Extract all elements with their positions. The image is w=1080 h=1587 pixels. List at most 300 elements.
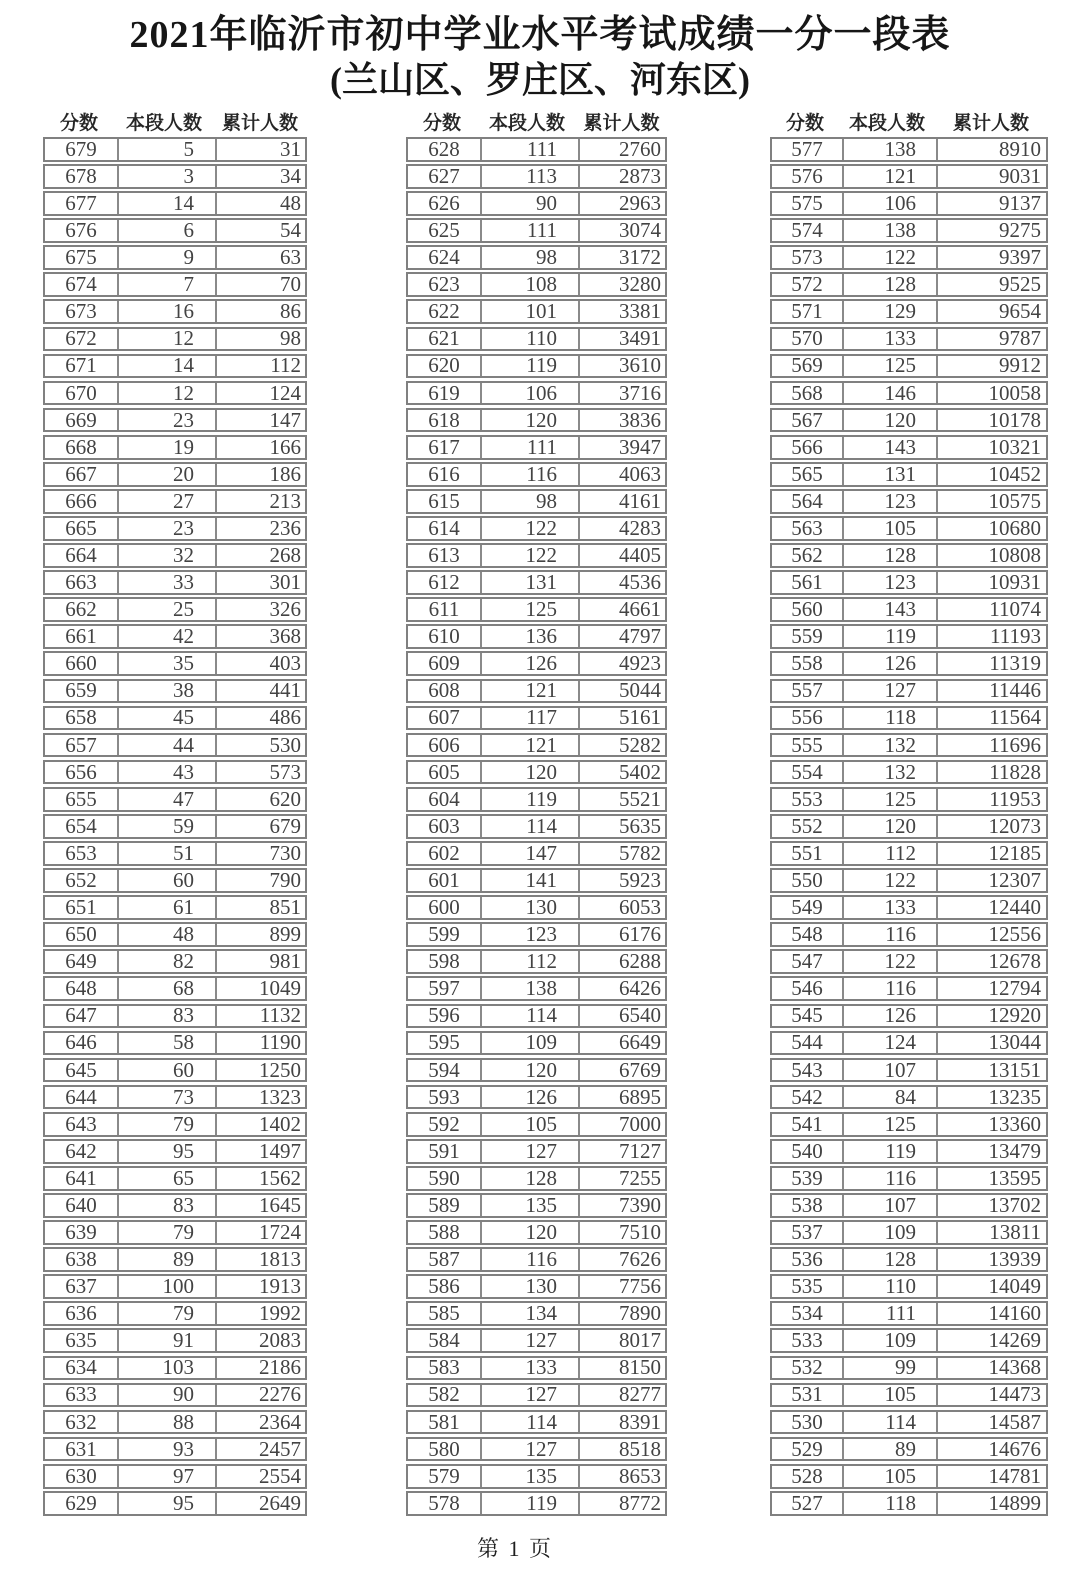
table-row bbox=[406, 1112, 667, 1137]
score-cell: 623 bbox=[428, 272, 460, 297]
table-row bbox=[406, 1085, 667, 1110]
score-cell: 661 bbox=[65, 624, 97, 649]
segment-count-cell: 125 bbox=[842, 1114, 936, 1135]
cumulative-count-cell: 13939 bbox=[936, 1249, 1046, 1270]
score-cell: 608 bbox=[428, 678, 460, 703]
segment-count-cell: 43 bbox=[117, 762, 215, 783]
table-row bbox=[770, 624, 1048, 649]
score-cell: 674 bbox=[65, 272, 97, 297]
score-cell: 586 bbox=[428, 1274, 460, 1299]
table-row bbox=[43, 1328, 307, 1353]
score-cell: 577 bbox=[791, 136, 823, 161]
segment-count-cell: 7 bbox=[117, 274, 215, 295]
segment-count-cell: 135 bbox=[480, 1195, 578, 1216]
segment-count-cell: 126 bbox=[842, 1006, 936, 1027]
score-cell: 633 bbox=[65, 1382, 97, 1407]
cumulative-count-cell: 12556 bbox=[936, 924, 1046, 945]
table-row bbox=[406, 1004, 667, 1029]
segment-count-cell: 126 bbox=[842, 653, 936, 674]
score-cell: 598 bbox=[428, 949, 460, 974]
table-row bbox=[43, 1410, 307, 1435]
score-cell: 670 bbox=[65, 380, 97, 405]
segment-count-cell: 110 bbox=[480, 329, 578, 350]
score-cell: 536 bbox=[791, 1247, 823, 1272]
score-cell: 568 bbox=[791, 380, 823, 405]
table-row bbox=[406, 543, 667, 568]
score-distribution-tables bbox=[0, 108, 1080, 1533]
table-row bbox=[43, 976, 307, 1001]
table-row bbox=[43, 651, 307, 676]
score-cell: 576 bbox=[791, 163, 823, 188]
segment-count-cell: 128 bbox=[842, 545, 936, 566]
segment-count-cell: 89 bbox=[117, 1249, 215, 1270]
segment-count-cell: 95 bbox=[117, 1493, 215, 1514]
table-row bbox=[770, 1139, 1048, 1164]
score-cell: 639 bbox=[65, 1219, 97, 1244]
segment-count-cell: 47 bbox=[117, 789, 215, 810]
cumulative-count-cell: 7756 bbox=[578, 1276, 665, 1297]
cumulative-count-cell: 2457 bbox=[215, 1439, 305, 1460]
table-row bbox=[406, 1166, 667, 1191]
cumulative-count-cell: 5161 bbox=[578, 708, 665, 729]
table-row bbox=[406, 408, 667, 433]
segment-count-cell: 111 bbox=[480, 139, 578, 160]
cumulative-count-cell: 14781 bbox=[936, 1466, 1046, 1487]
score-cell: 622 bbox=[428, 299, 460, 324]
cumulative-count-cell: 2186 bbox=[215, 1358, 305, 1379]
segment-count-cell: 113 bbox=[480, 166, 578, 187]
cumulative-count-cell: 12920 bbox=[936, 1006, 1046, 1027]
segment-count-cell: 123 bbox=[480, 924, 578, 945]
score-cell: 662 bbox=[65, 597, 97, 622]
table-row bbox=[43, 1464, 307, 1489]
segment-count-cell: 127 bbox=[480, 1439, 578, 1460]
cumulative-count-cell: 63 bbox=[215, 247, 305, 268]
score-cell: 587 bbox=[428, 1247, 460, 1272]
score-cell: 550 bbox=[791, 867, 823, 892]
score-cell: 551 bbox=[791, 840, 823, 865]
score-cell: 663 bbox=[65, 570, 97, 595]
cumulative-count-cell: 14049 bbox=[936, 1276, 1046, 1297]
score-cell: 567 bbox=[791, 407, 823, 432]
segment-count-cell: 146 bbox=[842, 383, 936, 404]
segment-count-cell: 114 bbox=[480, 1006, 578, 1027]
table-row bbox=[43, 408, 307, 433]
cumulative-count-cell: 679 bbox=[215, 816, 305, 837]
cumulative-count-cell: 213 bbox=[215, 491, 305, 512]
cumulative-count-cell: 14676 bbox=[936, 1439, 1046, 1460]
segment-count-cell: 122 bbox=[842, 247, 936, 268]
segment-count-cell: 108 bbox=[480, 274, 578, 295]
cumulative-count-cell: 573 bbox=[215, 762, 305, 783]
table-row bbox=[43, 1085, 307, 1110]
segment-count-cell: 121 bbox=[480, 735, 578, 756]
cumulative-count-cell: 8653 bbox=[578, 1466, 665, 1487]
score-cell: 676 bbox=[65, 218, 97, 243]
segment-count-cell: 117 bbox=[480, 708, 578, 729]
score-cell: 537 bbox=[791, 1219, 823, 1244]
score-cell: 556 bbox=[791, 705, 823, 730]
segment-count-cell: 105 bbox=[480, 1114, 578, 1135]
table-row bbox=[406, 922, 667, 947]
score-cell: 528 bbox=[791, 1463, 823, 1488]
table-row bbox=[43, 299, 307, 324]
cumulative-count-cell: 10680 bbox=[936, 518, 1046, 539]
table-row bbox=[43, 597, 307, 622]
table-row bbox=[770, 516, 1048, 541]
cumulative-count-cell: 1724 bbox=[215, 1222, 305, 1243]
table-row bbox=[770, 733, 1048, 758]
table-row bbox=[770, 1383, 1048, 1408]
score-cell: 637 bbox=[65, 1274, 97, 1299]
cumulative-count-cell: 3381 bbox=[578, 301, 665, 322]
segment-count-cell: 116 bbox=[842, 1168, 936, 1189]
cumulative-count-cell: 403 bbox=[215, 653, 305, 674]
cumulative-count-cell: 8772 bbox=[578, 1493, 665, 1514]
score-cell: 540 bbox=[791, 1138, 823, 1163]
segment-count-cell: 127 bbox=[842, 681, 936, 702]
score-cell: 679 bbox=[65, 136, 97, 161]
segment-count-cell: 114 bbox=[842, 1412, 936, 1433]
cumulative-count-cell: 7000 bbox=[578, 1114, 665, 1135]
cumulative-count-cell: 268 bbox=[215, 545, 305, 566]
table-row bbox=[770, 949, 1048, 974]
score-cell: 578 bbox=[428, 1490, 460, 1515]
segment-count-cell: 133 bbox=[842, 329, 936, 350]
segment-count-cell: 33 bbox=[117, 572, 215, 593]
score-cell: 660 bbox=[65, 651, 97, 676]
score-cell: 638 bbox=[65, 1247, 97, 1272]
table-row bbox=[406, 435, 667, 460]
segment-count-cell: 27 bbox=[117, 491, 215, 512]
score-cell: 597 bbox=[428, 976, 460, 1001]
segment-count-cell: 105 bbox=[842, 518, 936, 539]
table-row bbox=[770, 218, 1048, 243]
cumulative-count-cell: 8910 bbox=[936, 139, 1046, 160]
segment-count-cell: 42 bbox=[117, 626, 215, 647]
cumulative-count-cell: 2649 bbox=[215, 1493, 305, 1514]
segment-count-cell: 90 bbox=[117, 1385, 215, 1406]
cumulative-count-cell: 11319 bbox=[936, 653, 1046, 674]
score-cell: 584 bbox=[428, 1328, 460, 1353]
table-row bbox=[770, 1464, 1048, 1489]
table-row bbox=[43, 1004, 307, 1029]
score-cell: 626 bbox=[428, 191, 460, 215]
cumulative-count-cell: 3172 bbox=[578, 247, 665, 268]
cumulative-count-cell: 899 bbox=[215, 924, 305, 945]
cumulative-count-cell: 12794 bbox=[936, 978, 1046, 999]
segment-count-cell: 98 bbox=[480, 491, 578, 512]
segment-count-cell: 122 bbox=[480, 518, 578, 539]
table-header-row bbox=[406, 108, 667, 134]
cumulative-count-cell: 2276 bbox=[215, 1385, 305, 1406]
cumulative-count-cell: 34 bbox=[215, 166, 305, 187]
table-row bbox=[770, 354, 1048, 379]
segment-count-cell: 122 bbox=[480, 545, 578, 566]
segment-count-cell: 119 bbox=[480, 789, 578, 810]
table-row bbox=[43, 1491, 307, 1516]
score-cell: 579 bbox=[428, 1463, 460, 1488]
cumulative-count-cell: 5402 bbox=[578, 762, 665, 783]
cumulative-count-cell: 13479 bbox=[936, 1141, 1046, 1162]
segment-count-cell: 9 bbox=[117, 247, 215, 268]
cumulative-count-cell: 13044 bbox=[936, 1033, 1046, 1054]
score-cell: 673 bbox=[65, 299, 97, 324]
score-cell: 628 bbox=[428, 136, 460, 161]
table-row bbox=[770, 922, 1048, 947]
score-cell: 615 bbox=[428, 488, 460, 513]
table-row bbox=[406, 1356, 667, 1381]
cumulative-count-cell: 5282 bbox=[578, 735, 665, 756]
cumulative-count-cell: 7510 bbox=[578, 1222, 665, 1243]
score-cell: 653 bbox=[65, 840, 97, 865]
score-cell: 678 bbox=[65, 163, 97, 188]
score-cell: 641 bbox=[65, 1165, 97, 1190]
cumulative-count-cell: 9912 bbox=[936, 356, 1046, 377]
segment-count-cell: 114 bbox=[480, 816, 578, 837]
cumulative-count-cell: 1250 bbox=[215, 1060, 305, 1081]
score-cell: 596 bbox=[428, 1003, 460, 1028]
cumulative-count-cell: 1497 bbox=[215, 1141, 305, 1162]
cumulative-count-cell: 48 bbox=[215, 193, 305, 214]
cumulative-count-cell: 620 bbox=[215, 789, 305, 810]
table-row bbox=[770, 137, 1048, 162]
cumulative-count-cell: 14368 bbox=[936, 1358, 1046, 1379]
table-row bbox=[406, 1491, 667, 1516]
cumulative-count-cell: 530 bbox=[215, 735, 305, 756]
score-cell: 635 bbox=[65, 1328, 97, 1353]
table-row bbox=[406, 1139, 667, 1164]
score-cell: 544 bbox=[791, 1030, 823, 1055]
segment-count-cell: 60 bbox=[117, 870, 215, 891]
table-row bbox=[406, 1464, 667, 1489]
score-cell: 629 bbox=[65, 1490, 97, 1515]
score-cell: 605 bbox=[428, 759, 460, 784]
table-row bbox=[770, 1356, 1048, 1381]
score-cell: 640 bbox=[65, 1192, 97, 1217]
segment-count-cell: 138 bbox=[842, 220, 936, 241]
cumulative-count-cell: 8017 bbox=[578, 1330, 665, 1351]
header-score: 分数 bbox=[422, 112, 461, 134]
segment-count-cell: 61 bbox=[117, 897, 215, 918]
table-row bbox=[43, 1437, 307, 1462]
table-row bbox=[43, 435, 307, 460]
segment-count-cell: 141 bbox=[480, 870, 578, 891]
cumulative-count-cell: 5044 bbox=[578, 681, 665, 702]
cumulative-count-cell: 8150 bbox=[578, 1358, 665, 1379]
cumulative-count-cell: 5782 bbox=[578, 843, 665, 864]
segment-count-cell: 60 bbox=[117, 1060, 215, 1081]
score-cell: 614 bbox=[428, 515, 460, 540]
table-row bbox=[43, 814, 307, 839]
table-row bbox=[406, 624, 667, 649]
cumulative-count-cell: 4161 bbox=[578, 491, 665, 512]
table-row bbox=[406, 1031, 667, 1056]
score-cell: 549 bbox=[791, 895, 823, 920]
score-cell: 565 bbox=[791, 461, 823, 486]
cumulative-count-cell: 4063 bbox=[578, 464, 665, 485]
segment-count-cell: 105 bbox=[842, 1385, 936, 1406]
score-cell: 593 bbox=[428, 1084, 460, 1109]
table-row bbox=[43, 489, 307, 514]
segment-count-cell: 65 bbox=[117, 1168, 215, 1189]
table-body bbox=[43, 137, 307, 1516]
score-cell: 575 bbox=[791, 191, 823, 215]
table-row bbox=[43, 327, 307, 352]
cumulative-count-cell: 2873 bbox=[578, 166, 665, 187]
segment-count-cell: 23 bbox=[117, 518, 215, 539]
segment-count-cell: 12 bbox=[117, 329, 215, 350]
score-cell: 595 bbox=[428, 1030, 460, 1055]
table-row bbox=[43, 868, 307, 893]
segment-count-cell: 131 bbox=[480, 572, 578, 593]
score-cell: 627 bbox=[428, 163, 460, 188]
segment-count-cell: 107 bbox=[842, 1195, 936, 1216]
cumulative-count-cell: 124 bbox=[215, 383, 305, 404]
score-cell: 649 bbox=[65, 949, 97, 974]
cumulative-count-cell: 301 bbox=[215, 572, 305, 593]
segment-count-cell: 79 bbox=[117, 1222, 215, 1243]
segment-count-cell: 93 bbox=[117, 1439, 215, 1460]
table-header-row bbox=[770, 108, 1048, 134]
score-cell: 547 bbox=[791, 949, 823, 974]
segment-count-cell: 112 bbox=[480, 951, 578, 972]
table-row bbox=[43, 1193, 307, 1218]
table-row bbox=[406, 1410, 667, 1435]
table-row bbox=[770, 1220, 1048, 1245]
segment-count-cell: 138 bbox=[480, 978, 578, 999]
segment-count-cell: 119 bbox=[480, 356, 578, 377]
table-row bbox=[43, 218, 307, 243]
segment-count-cell: 143 bbox=[842, 437, 936, 458]
table-row bbox=[406, 516, 667, 541]
cumulative-count-cell: 5923 bbox=[578, 870, 665, 891]
cumulative-count-cell: 12678 bbox=[936, 951, 1046, 972]
table-row bbox=[43, 949, 307, 974]
segment-count-cell: 130 bbox=[480, 897, 578, 918]
score-cell: 539 bbox=[791, 1165, 823, 1190]
cumulative-count-cell: 13702 bbox=[936, 1195, 1046, 1216]
segment-count-cell: 138 bbox=[842, 139, 936, 160]
score-cell: 666 bbox=[65, 488, 97, 513]
segment-count-cell: 111 bbox=[842, 1303, 936, 1324]
segment-count-cell: 116 bbox=[842, 978, 936, 999]
score-cell: 600 bbox=[428, 895, 460, 920]
cumulative-count-cell: 11193 bbox=[936, 626, 1046, 647]
table-row bbox=[770, 1193, 1048, 1218]
cumulative-count-cell: 11828 bbox=[936, 762, 1046, 783]
table-row bbox=[770, 1301, 1048, 1326]
cumulative-count-cell: 11696 bbox=[936, 735, 1046, 756]
cumulative-count-cell: 9654 bbox=[936, 301, 1046, 322]
cumulative-count-cell: 1049 bbox=[215, 978, 305, 999]
score-cell: 645 bbox=[65, 1057, 97, 1082]
segment-count-cell: 99 bbox=[842, 1358, 936, 1379]
score-cell: 543 bbox=[791, 1057, 823, 1082]
segment-count-cell: 35 bbox=[117, 653, 215, 674]
table-row bbox=[406, 1220, 667, 1245]
table-row bbox=[406, 895, 667, 920]
segment-count-cell: 14 bbox=[117, 193, 215, 214]
document-title: 2021年临沂市初中学业水平考试成绩一分一段表 bbox=[129, 14, 951, 56]
score-cell: 601 bbox=[428, 867, 460, 892]
cumulative-count-cell: 12440 bbox=[936, 897, 1046, 918]
score-cell: 585 bbox=[428, 1301, 460, 1326]
cumulative-count-cell: 6895 bbox=[578, 1087, 665, 1108]
score-cell: 648 bbox=[65, 976, 97, 1001]
score-cell: 555 bbox=[791, 732, 823, 757]
cumulative-count-cell: 70 bbox=[215, 274, 305, 295]
table-row bbox=[770, 1166, 1048, 1191]
score-cell: 560 bbox=[791, 597, 823, 622]
segment-count-cell: 32 bbox=[117, 545, 215, 566]
segment-count-cell: 121 bbox=[842, 166, 936, 187]
cumulative-count-cell: 1402 bbox=[215, 1114, 305, 1135]
cumulative-count-cell: 13595 bbox=[936, 1168, 1046, 1189]
table-row bbox=[770, 760, 1048, 785]
segment-count-cell: 119 bbox=[842, 626, 936, 647]
table-row bbox=[406, 597, 667, 622]
segment-count-cell: 120 bbox=[480, 762, 578, 783]
score-cell: 609 bbox=[428, 651, 460, 676]
segment-count-cell: 98 bbox=[480, 247, 578, 268]
segment-count-cell: 126 bbox=[480, 1087, 578, 1108]
score-cell: 617 bbox=[428, 434, 460, 459]
table-row bbox=[770, 1004, 1048, 1029]
table-row bbox=[406, 841, 667, 866]
table-row bbox=[770, 1491, 1048, 1516]
header-cumulative-count: 累计人数 bbox=[583, 112, 660, 134]
cumulative-count-cell: 368 bbox=[215, 626, 305, 647]
score-cell: 655 bbox=[65, 786, 97, 811]
segment-count-cell: 120 bbox=[842, 816, 936, 837]
segment-count-cell: 111 bbox=[480, 437, 578, 458]
segment-count-cell: 89 bbox=[842, 1439, 936, 1460]
segment-count-cell: 124 bbox=[842, 1033, 936, 1054]
score-cell: 563 bbox=[791, 515, 823, 540]
cumulative-count-cell: 12307 bbox=[936, 870, 1046, 891]
table-row bbox=[406, 462, 667, 487]
segment-count-cell: 127 bbox=[480, 1385, 578, 1406]
cumulative-count-cell: 1813 bbox=[215, 1249, 305, 1270]
score-cell: 588 bbox=[428, 1219, 460, 1244]
segment-count-cell: 19 bbox=[117, 437, 215, 458]
cumulative-count-cell: 1190 bbox=[215, 1033, 305, 1054]
score-cell: 613 bbox=[428, 543, 460, 568]
cumulative-count-cell: 31 bbox=[215, 139, 305, 160]
score-cell: 647 bbox=[65, 1003, 97, 1028]
score-cell: 658 bbox=[65, 705, 97, 730]
score-table-column-3 bbox=[770, 108, 1048, 1518]
score-cell: 656 bbox=[65, 759, 97, 784]
table-row bbox=[43, 543, 307, 568]
segment-count-cell: 128 bbox=[842, 1249, 936, 1270]
score-cell: 644 bbox=[65, 1084, 97, 1109]
segment-count-cell: 133 bbox=[480, 1358, 578, 1379]
score-cell: 564 bbox=[791, 488, 823, 513]
segment-count-cell: 123 bbox=[842, 572, 936, 593]
table-row bbox=[406, 218, 667, 243]
segment-count-cell: 125 bbox=[480, 599, 578, 620]
table-row bbox=[43, 733, 307, 758]
segment-count-cell: 5 bbox=[117, 139, 215, 160]
table-row bbox=[406, 570, 667, 595]
document-subtitle: (兰山区、罗庄区、河东区) bbox=[330, 60, 750, 100]
score-cell: 603 bbox=[428, 813, 460, 838]
cumulative-count-cell: 6053 bbox=[578, 897, 665, 918]
cumulative-count-cell: 7390 bbox=[578, 1195, 665, 1216]
cumulative-count-cell: 10575 bbox=[936, 491, 1046, 512]
